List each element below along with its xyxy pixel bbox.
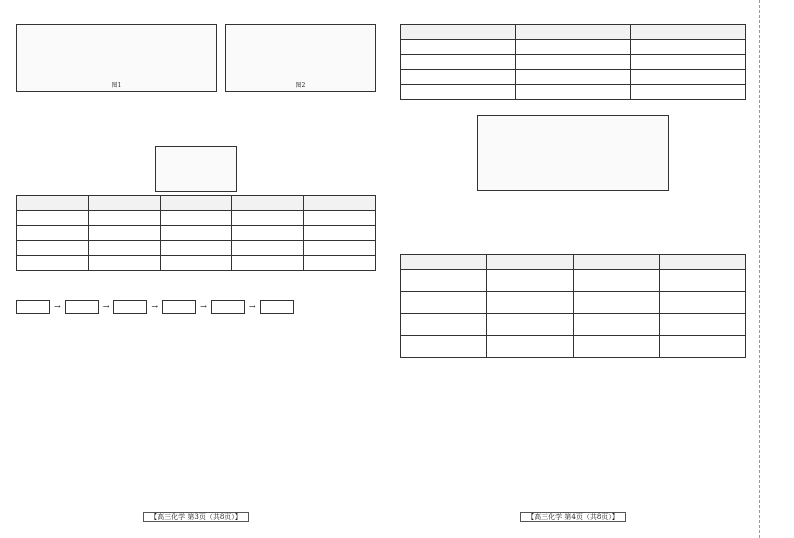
- table-cell: [631, 55, 746, 70]
- table-row: [401, 55, 746, 70]
- q11-flowchart: [16, 300, 376, 314]
- table-row: [17, 241, 376, 256]
- arrow-icon: →: [54, 301, 61, 311]
- q10-text: [16, 135, 376, 144]
- table-row: [401, 292, 746, 314]
- table-cell: [516, 40, 631, 55]
- question-14: [400, 242, 746, 358]
- table-cell: [17, 241, 89, 256]
- table-cell: [516, 85, 631, 100]
- q11-option-c: [16, 335, 376, 344]
- q10-header: [232, 196, 304, 211]
- table-cell: [304, 256, 376, 271]
- q12-header: [516, 25, 631, 40]
- section-2-heading: [16, 275, 376, 284]
- table-cell: [232, 256, 304, 271]
- page-3-footer: [10, 513, 382, 522]
- table-cell: [304, 211, 376, 226]
- table-cell: [232, 241, 304, 256]
- flow-step: [113, 300, 147, 314]
- flow-step: [211, 300, 245, 314]
- q14-text: [400, 242, 746, 251]
- table-cell: [631, 70, 746, 85]
- q9-figure-2: [225, 24, 376, 92]
- q10-apparatus-figure: [155, 146, 237, 192]
- q10-header: [17, 196, 89, 211]
- table-cell: [487, 336, 573, 358]
- question-13: [400, 104, 746, 238]
- q11-option-a: [16, 317, 376, 326]
- q11-option-b: [16, 326, 376, 335]
- table-row: [401, 336, 746, 358]
- table-cell: [88, 241, 160, 256]
- q12-header: [631, 25, 746, 40]
- q13-option-b: [400, 211, 746, 220]
- table-cell: [487, 292, 573, 314]
- q15-text: [400, 362, 746, 371]
- table-row: [17, 226, 376, 241]
- table-cell: [401, 70, 516, 85]
- table-cell: [487, 314, 573, 336]
- table-row: [17, 256, 376, 271]
- table-cell: [88, 256, 160, 271]
- flow-step: [65, 300, 99, 314]
- q12-header: [401, 25, 516, 40]
- q13-electrolysis-figure: [477, 115, 669, 191]
- q13-option-a: [400, 202, 746, 211]
- table-cell: [487, 270, 573, 292]
- table-row: [401, 70, 746, 85]
- table-cell: [573, 314, 659, 336]
- q9-figure-1: [16, 24, 217, 92]
- binding-gutter: [759, 0, 786, 538]
- page-3: [10, 8, 382, 524]
- table-cell: [659, 292, 745, 314]
- q11-text: [16, 288, 376, 297]
- q11-option-d: [16, 344, 376, 353]
- table-cell: [160, 241, 232, 256]
- flow-step: [16, 300, 50, 314]
- table-cell: [17, 226, 89, 241]
- arrow-icon: →: [248, 301, 256, 311]
- q14-table: [400, 254, 746, 358]
- flow-step: [260, 300, 294, 314]
- q14-header: [659, 255, 745, 270]
- question-12: [400, 12, 746, 100]
- q13-option-c: [400, 220, 746, 229]
- table-cell: [401, 270, 487, 292]
- table-cell: [401, 40, 516, 55]
- q14-header: [487, 255, 573, 270]
- table-cell: [401, 314, 487, 336]
- table-cell: [631, 40, 746, 55]
- q9-text: [16, 12, 376, 21]
- table-cell: [401, 336, 487, 358]
- table-row: [401, 314, 746, 336]
- q10-header: [160, 196, 232, 211]
- q9-fig2-caption: 图2: [295, 81, 306, 89]
- table-cell: [401, 85, 516, 100]
- table-cell: [88, 226, 160, 241]
- q10-header: [304, 196, 376, 211]
- q12-text: [400, 12, 746, 21]
- q10-table: [16, 195, 376, 271]
- table-cell: [573, 292, 659, 314]
- q9-option-a: [16, 95, 376, 104]
- table-row: [401, 40, 746, 55]
- page-4-footer-label: 【高三化学 第4页（共8页）】: [520, 512, 626, 522]
- q9-option-b: [16, 104, 376, 113]
- table-cell: [401, 55, 516, 70]
- table-cell: [304, 241, 376, 256]
- table-cell: [160, 226, 232, 241]
- question-15: [400, 362, 746, 371]
- q9-fig1-caption: 图1: [111, 81, 122, 89]
- table-cell: [17, 211, 89, 226]
- table-cell: [659, 336, 745, 358]
- arrow-icon: →: [102, 301, 110, 311]
- flow-step: [162, 300, 196, 314]
- table-cell: [160, 211, 232, 226]
- page-3-footer-label: 【高三化学 第3页（共8页）】: [143, 512, 249, 522]
- table-row: [17, 211, 376, 226]
- page-4-footer: [394, 513, 752, 522]
- table-cell: [232, 226, 304, 241]
- table-cell: [573, 336, 659, 358]
- q13-note: [400, 193, 746, 202]
- q14-header: [401, 255, 487, 270]
- table-row: [401, 270, 746, 292]
- table-cell: [573, 270, 659, 292]
- table-cell: [304, 226, 376, 241]
- table-cell: [401, 292, 487, 314]
- table-cell: [659, 314, 745, 336]
- q9-option-d: [16, 122, 376, 131]
- q12-table: [400, 24, 746, 100]
- page-4: [394, 8, 752, 524]
- q13-option-d: [400, 229, 746, 238]
- table-cell: [659, 270, 745, 292]
- table-cell: [516, 70, 631, 85]
- table-cell: [631, 85, 746, 100]
- table-cell: [232, 211, 304, 226]
- question-9: [16, 12, 376, 131]
- arrow-icon: →: [151, 301, 159, 311]
- question-11: [16, 288, 376, 353]
- q10-header: [88, 196, 160, 211]
- table-cell: [516, 55, 631, 70]
- q9-option-c: [16, 113, 376, 122]
- table-row: [401, 85, 746, 100]
- arrow-icon: →: [200, 301, 207, 311]
- table-cell: [88, 211, 160, 226]
- table-cell: [17, 256, 89, 271]
- question-10: [16, 135, 376, 271]
- q13-text: [400, 104, 746, 113]
- table-cell: [160, 256, 232, 271]
- q14-header: [573, 255, 659, 270]
